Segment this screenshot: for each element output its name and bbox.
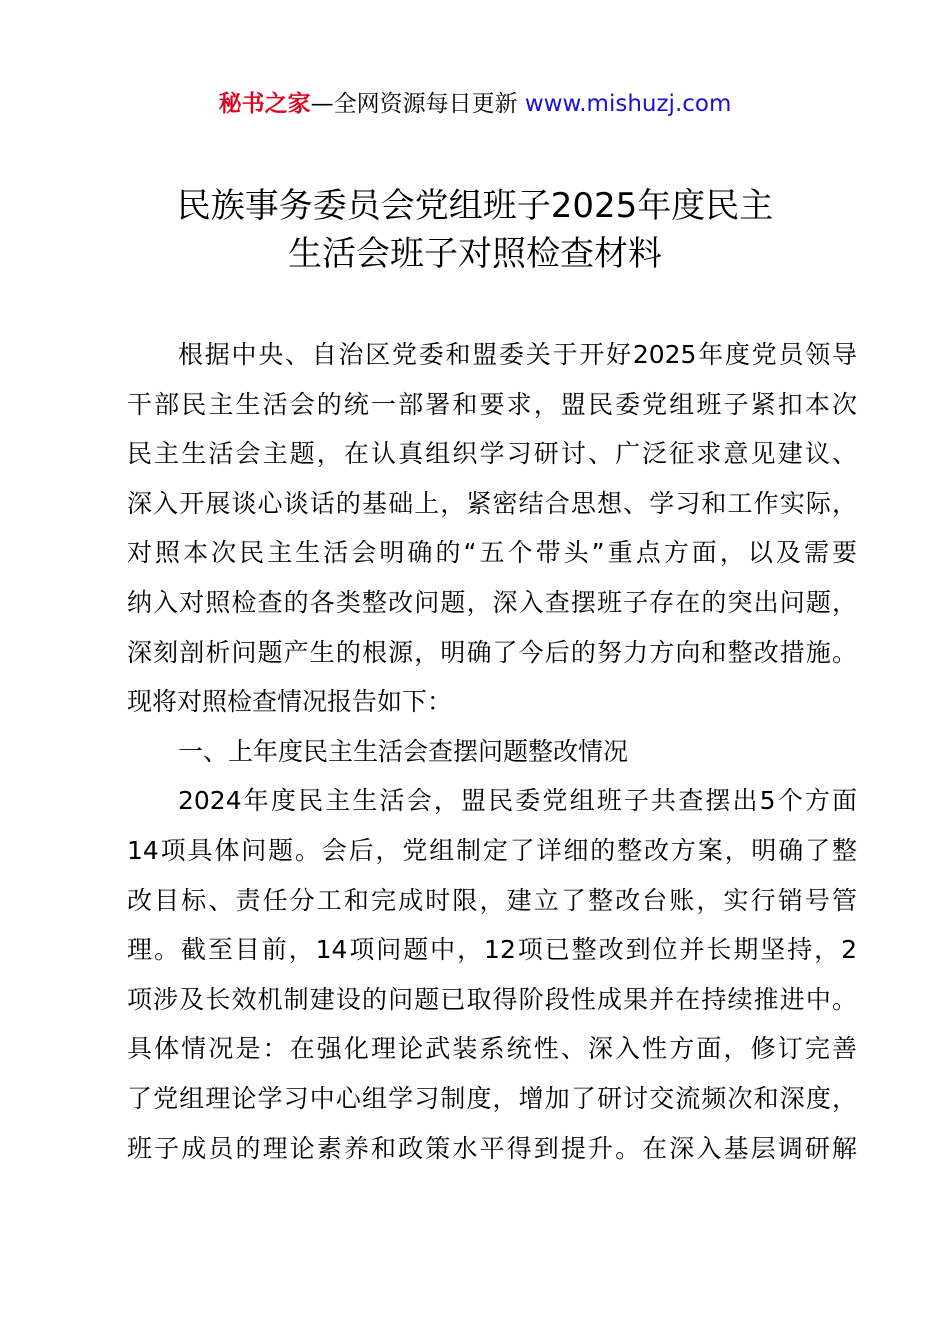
text-line: 对照本次民主生活会明确的“五个带头”重点方面，以及需要 bbox=[127, 538, 857, 568]
section-heading-text: 一、上年度民主生活会查摆问题整改情况 bbox=[178, 736, 629, 766]
text-line: 14项具体问题。会后，党组制定了详细的整改方案，明确了整 bbox=[127, 835, 857, 865]
text-line: 干部民主生活会的统一部署和要求，盟民委党组班子紧扣本次 bbox=[127, 389, 857, 419]
text-line: 现将对照检查情况报告如下： bbox=[127, 687, 453, 717]
text-line: 深刻剖析问题产生的根源，明确了今后的努力方向和整改措施。 bbox=[127, 637, 857, 667]
site-url-link[interactable]: www.mishuzj.com bbox=[524, 91, 732, 117]
paragraph-intro bbox=[127, 330, 857, 727]
text-line: 民主生活会主题，在认真组织学习研讨、广泛征求意见建议、 bbox=[127, 439, 857, 469]
site-header bbox=[0, 88, 950, 120]
paragraph-rectification bbox=[127, 776, 857, 1173]
document-body bbox=[127, 330, 857, 1173]
text-line: 纳入对照检查的各类整改问题，深入查摆班子存在的突出问题， bbox=[127, 587, 857, 617]
section-heading-1 bbox=[127, 727, 857, 777]
site-tagline: —全网资源每日更新 bbox=[310, 91, 525, 117]
text-line: 具体情况是：在强化理论武装系统性、深入性方面，修订完善 bbox=[127, 1034, 857, 1064]
document-title bbox=[0, 182, 950, 278]
title-line-1: 民族事务委员会党组班子2025年度民主 bbox=[176, 186, 774, 226]
text-line: 根据中央、自治区党委和盟委关于开好2025年度党员领导 bbox=[178, 340, 857, 369]
text-line: 改目标、责任分工和完成时限，建立了整改台账，实行销号管 bbox=[127, 885, 857, 915]
text-line: 项涉及长效机制建设的问题已取得阶段性成果并在持续推进中。 bbox=[127, 984, 857, 1014]
text-line: 理。截至目前，14项问题中，12项已整改到位并长期坚持，2 bbox=[127, 935, 857, 965]
site-brand: 秘书之家 bbox=[218, 91, 311, 117]
text-line: 了党组理论学习中心组学习制度，增加了研讨交流频次和深度， bbox=[127, 1083, 857, 1113]
text-line: 深入开展谈心谈话的基础上，紧密结合思想、学习和工作实际， bbox=[127, 488, 857, 518]
text-line: 班子成员的理论素养和政策水平得到提升。在深入基层调研解 bbox=[127, 1133, 857, 1163]
title-line-2: 生活会班子对照检查材料 bbox=[288, 234, 662, 274]
text-line: 2024年度民主生活会，盟民委党组班子共查摆出5个方面 bbox=[178, 786, 857, 816]
